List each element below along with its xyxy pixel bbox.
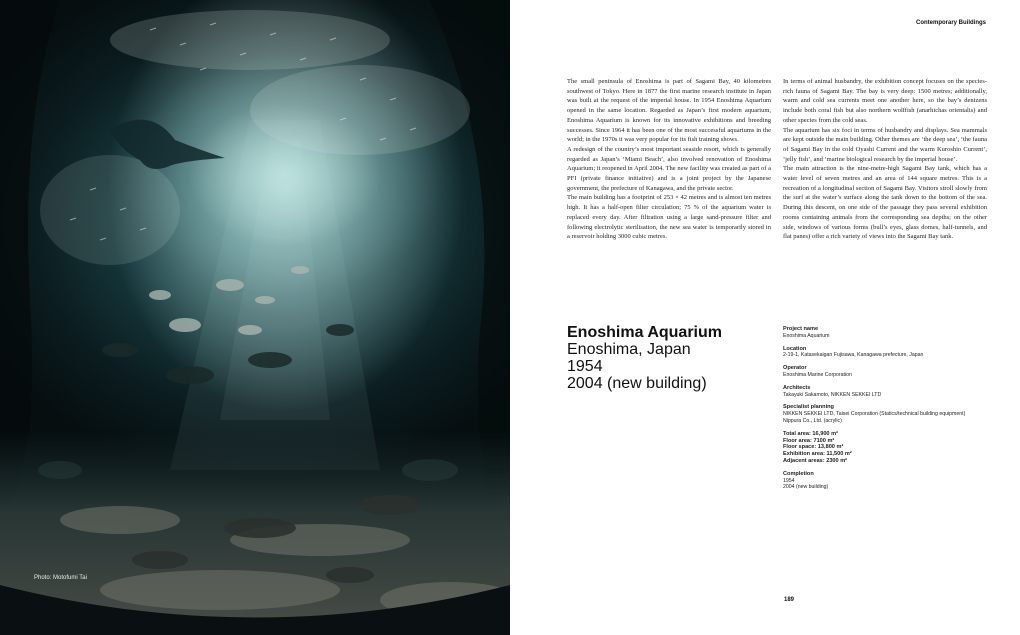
- project-place: Enoshima, Japan: [567, 341, 691, 358]
- body-column-left: [567, 77, 771, 242]
- fact-project-name: [783, 326, 988, 340]
- fact-label: Operator: [783, 365, 807, 372]
- page-number: 189: [784, 597, 795, 603]
- fact-location: [783, 346, 988, 360]
- project-year-new: 2004 (new building): [567, 375, 707, 392]
- fact-value: 2-19-1, Katasekaigan Fujisawa, Kanagawa prefecture, Japan: [783, 352, 924, 359]
- fact-label: Specialist planning: [783, 404, 834, 411]
- paragraph: The main attraction is the nine-metre-high Sagami Bay tank, which has a water level of seven metres and an area of 144 square metres. This is a recreation of a longitudinal section of Sagami Bay. Visitors stroll slowly from the surf at the water’s surface along the tank down to the bottom of the sea. During this descent, on one side of the passage they pass several exhibition rooms containing animals from the corresponding sea depths; on the other side, windows of various forms (bull’s eyes, glass domes, half-tunnels, and flat panes) offer a rich variety of views into the Sagami Bay tank.: [783, 165, 987, 241]
- fact-value: Takayuki Sakamoto, NIKKEN SEKKEI LTD: [783, 391, 882, 398]
- fact-operator: [783, 365, 988, 379]
- paragraph: A redesign of the country’s most important seaside resort, which is generally regarded as Japan’s ‘Miami Beach’, also involved renovation of Enoshima Aquarium; it reopened in April 2004. The new facility was created as part of a PFI (private finance initiative) and is a joint project by the Japanese government, the prefecture of Kanagawa, and the private sector.: [567, 145, 771, 192]
- paragraph: The main building has a footprint of 253 × 42 metres and is almost ten metres high. It has a half-open filter circulation; 75 % of the aquarium water is replaced every day. After filtration using a large sand-pressure filter and following electrolytic sterilisation, the new sea water is temporarily stored in a reservoir holding 3000 cubic metres.: [567, 194, 771, 241]
- project-title: Enoshima Aquarium: [567, 324, 722, 341]
- fact-value: Enoshima Marine Corporation: [783, 371, 852, 378]
- fact-area-exhibition: Exhibition area: 11,500 m²: [783, 451, 852, 458]
- fact-value: 2004 (new building): [783, 484, 829, 491]
- fact-area-adjacent: Adjacent areas: 2300 m²: [783, 457, 848, 464]
- fact-value: Nippura Co., Ltd. (acrylic): [783, 417, 842, 424]
- paragraph: The small peninsula of Enoshima is part of Sagami Bay, 40 kilometres southwest of Tokyo. Here in 1877 the first marine research institute in Japan was built at the request of the imperial house. In 1954 Enoshima Aquarium opened in the same location. Regarded as Japan’s first modern aquarium, Enoshima Aquarium is known for its innovative exhibitions and breeding successes. Since 1964 it has been one of the most successful aquariums in the world; in the 1970s it was very popular for its fish training shows.: [567, 78, 771, 144]
- fact-area-total: Total area: 16,900 m²: [783, 430, 838, 437]
- fact-area-floor-space: Floor space: 13,800 m²: [783, 444, 844, 451]
- fact-area-floor: Floor area: 7100 m²: [783, 437, 835, 444]
- running-head: Contemporary Buildings: [915, 20, 986, 26]
- fact-value: Enoshima Aquarium: [783, 332, 830, 339]
- fact-sheet: [783, 326, 988, 497]
- paragraph: In terms of animal husbandry, the exhibition concept focuses on the species-rich fauna of Sagami Bay. The bay is very deep: 1500 metres; additionally, warm and cold sea currents meet one another here, so the bay’s denizens include both coral fish but also northern wolffish (anarhichas orientalis) and other species from the cold seas.: [783, 78, 987, 124]
- body-column-right: [783, 77, 987, 242]
- paragraph: The aquarium has six foci in terms of husbandry and displays. Sea mammals are kept outside the main building. Other themes are ‘the deep sea’, ‘the fauna of Sagami Bay in the cold Oyashi Current and the warm Kuroshio Current’, ‘jelly fish’, and ‘marine biological research by the imperial house’.: [783, 126, 987, 163]
- fact-value: 1954: [783, 477, 795, 484]
- fact-label: Architects: [783, 384, 811, 391]
- fact-value: NIKKEN SEKKEI LTD, Taisei Corporation (Statics/technical building equipment): [783, 411, 966, 418]
- fact-architects: [783, 385, 988, 399]
- fact-completion: [783, 471, 988, 491]
- fact-label: Project name: [783, 326, 819, 332]
- photo-credit: Photo: Motofumi Tai: [34, 575, 87, 581]
- project-year-original: 1954: [567, 358, 603, 375]
- fact-specialist-planning: [783, 404, 988, 424]
- fact-label: Completion: [783, 470, 814, 477]
- project-title-block: [567, 324, 722, 392]
- fact-areas: [783, 431, 988, 465]
- fact-label: Location: [783, 345, 807, 352]
